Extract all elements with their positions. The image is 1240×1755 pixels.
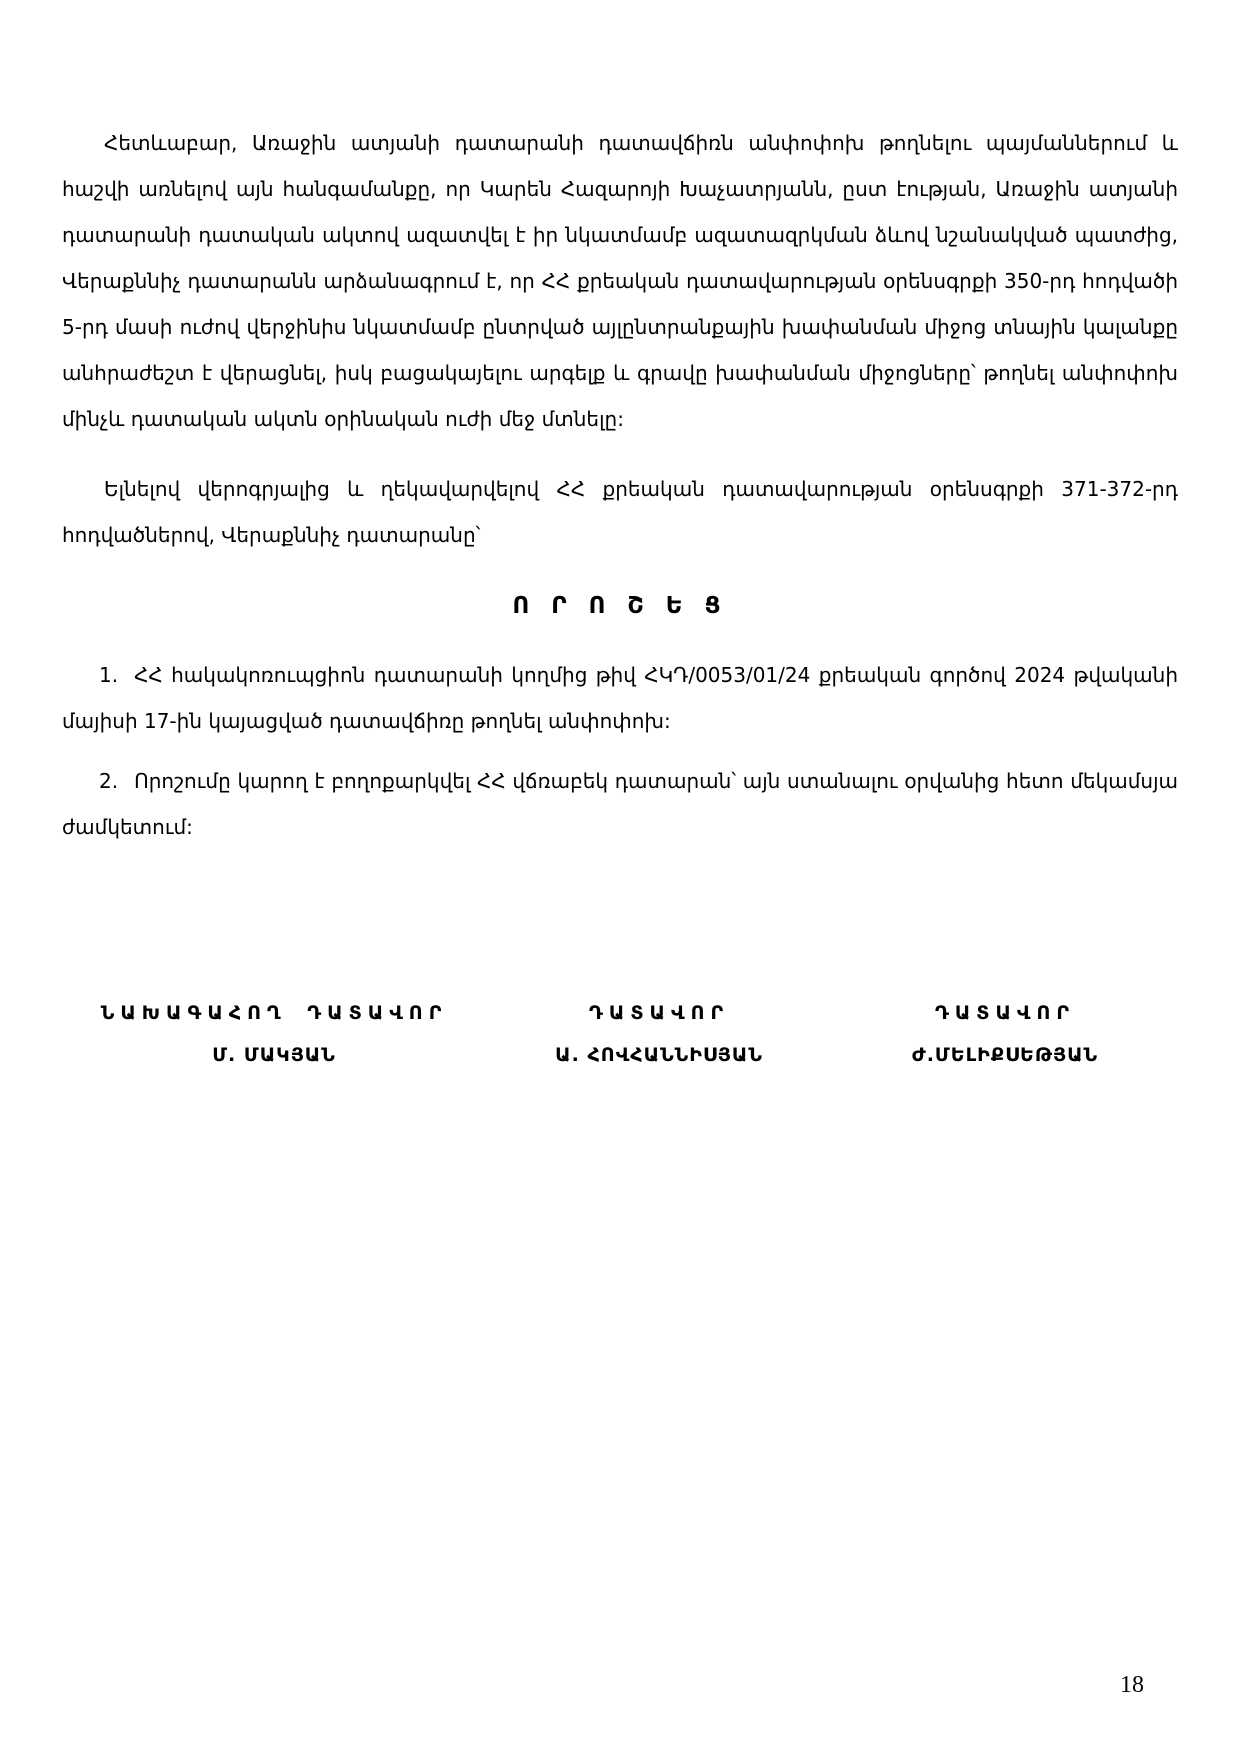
judge-2-name: Ա. ՀՈՎՀԱՆՆԻՍՅԱՆ bbox=[555, 1044, 763, 1066]
judge-3-title: ԴԱՏԱՎՈՐ bbox=[934, 1002, 1076, 1024]
paragraph-conclusion: Հետևաբար, Առաջին ատյանի դատարանի դատավճիռն անփոփոխ թողնելու պայմաններում և հաշվի առնելով այն հանգամանքը, որ Կարեն Հազարոյի Խաչատրյանն, ըստ էության, Առաջին ատյանի դատարանի դատական ակտով ազատվել է իր նկատմամբ ազատազրկման ձևով նշանակված պատժից, Վերաքննիչ դատարանն արձանագրում է, որ ՀՀ քրեական դատավարության օրենսգրքի 350-րդ հոդվածի 5-րդ մասի ուժով վերջինիս նկատմամբ ընտրված այլընտրանքային խափանման միջոց տնային կալանքը անհրաժեշտ է վերացնել, իսկ բացակայելու արգելք և գրավը խափանման միջոցները՝ թողնել անփոփոխ մինչև դատական ակտն օրինական ուժի մեջ մտնելը: bbox=[62, 131, 1178, 431]
page-number: 18 bbox=[1120, 1672, 1144, 1698]
decision-item-1 bbox=[62, 652, 1178, 744]
paragraph-legal-basis: Ելնելով վերոգրյալից և ղեկավարվելով ՀՀ քրեական դատավարության օրենսգրքի 371-372-րդ հոդվածներով, Վերաքննիչ դատարանը՝ bbox=[62, 477, 1178, 547]
decision-heading: Ո Ր Ո Շ Ե Ց bbox=[512, 593, 728, 619]
decision-item-1-text: ՀՀ հակակոռուպցիոն դատարանի կողմից թիվ ՀԿԴ/0053/01/24 քրեական գործով 2024 թվականի մայիսի 17-ին կայացված դատավճիռը թողնել անփոփոխ: bbox=[62, 663, 1178, 733]
judge-3-name: Ժ.ՄԵԼԻՔՍԵԹՅԱՆ bbox=[911, 1044, 1099, 1066]
decision-item-2 bbox=[62, 758, 1178, 850]
presiding-judge-name: Մ. ՄԱԿՅԱՆ bbox=[212, 1044, 336, 1066]
signature-presiding-judge bbox=[62, 1002, 486, 1066]
signature-judge-2 bbox=[486, 1002, 832, 1066]
signature-block bbox=[62, 1002, 1178, 1066]
judge-2-title: ԴԱՏԱՎՈՐ bbox=[589, 1002, 730, 1024]
signature-judge-3 bbox=[832, 1002, 1178, 1066]
decision-item-2-number: 2. bbox=[99, 769, 119, 793]
decision-item-1-number: 1. bbox=[99, 663, 119, 687]
presiding-judge-title: ՆԱԽԱԳԱՀՈՂ ԴԱՏԱՎՈՐ bbox=[100, 1002, 448, 1024]
decision-item-2-text: Որոշումը կարող է բողոքարկվել ՀՀ վճռաբեկ դատարան՝ այն ստանալու օրվանից հետո մեկամսյա ժամկետում: bbox=[62, 769, 1178, 839]
